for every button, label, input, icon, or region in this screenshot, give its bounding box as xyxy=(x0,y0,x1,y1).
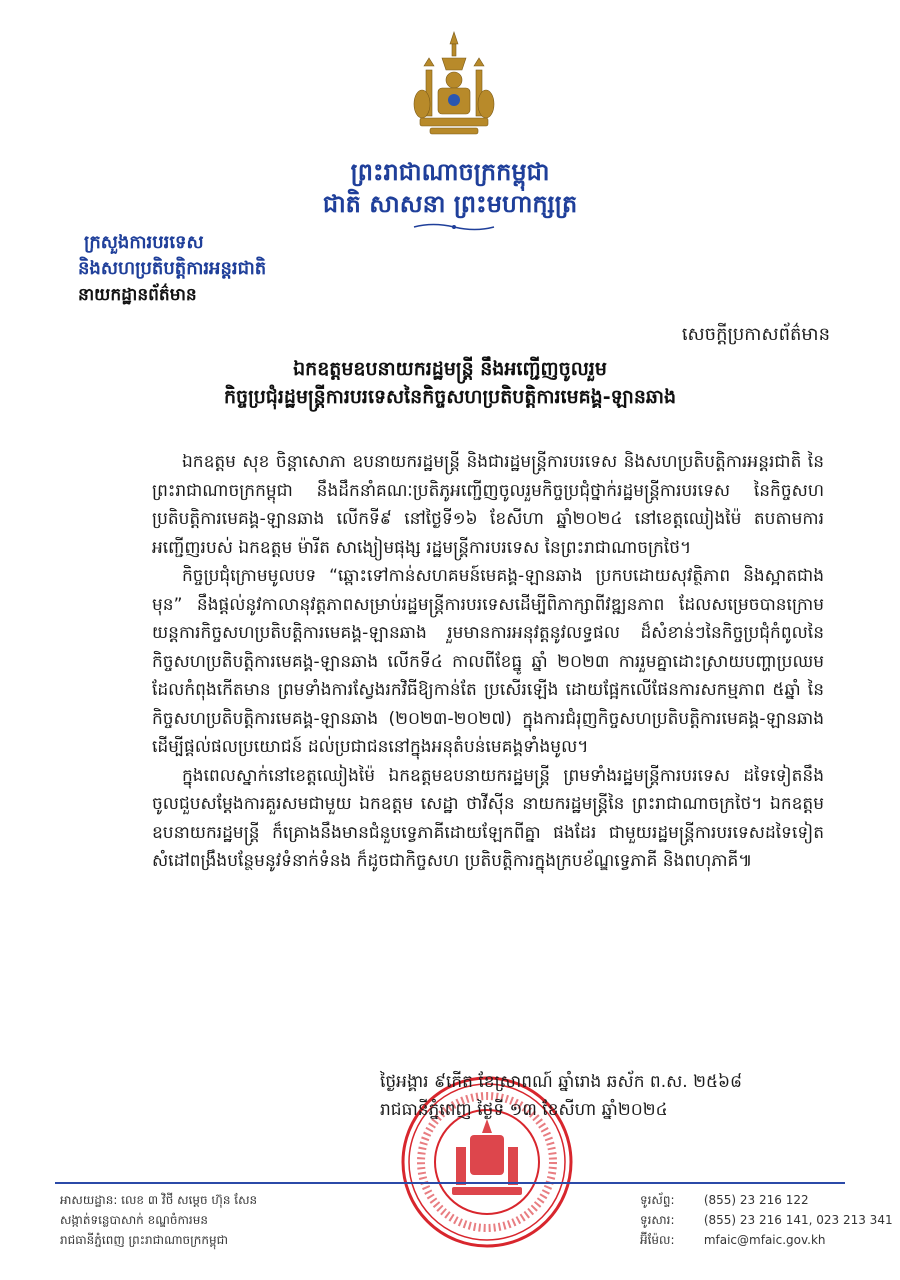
body-text xyxy=(152,448,824,876)
title-line2: កិច្ចប្រជុំរដ្ឋមន្ត្រីការបរទេសនៃកិច្ចសហប្រតិបត្តិការមេគង្គ-ឡានឆាង xyxy=(223,386,677,408)
paragraph-3: ក្នុងពេលស្នាក់នៅខេត្តឈៀងម៉ៃ ឯកឧត្តមឧបនាយករដ្ឋមន្ត្រី ព្រមទាំងរដ្ឋមន្ត្រីការបរទេស ដទៃទៀតនឹងចូលជួបសម្តែងការគួរសមជាមួយ ឯកឧត្តម សេដ្ឋា ថាវីស៊ីន នាយករដ្ឋមន្ត្រីនៃ ព្រះរាជាណាចក្រថៃ។ ឯកឧត្តមឧបនាយករដ្ឋមន្ត្រី ក៏គ្រោងនឹងមានជំនួបទ្វេភាគីដោយឡែកពីគ្នា ផងដែរ ជាមួយរដ្ឋមន្ត្រីការបរទេសដទៃទៀត សំដៅពង្រឹងបន្ថែមនូវទំនាក់ទំនង ក៏ដូចជាកិច្ចសហ ប្រតិបត្តិការក្នុងក្របខ័ណ្ឌទ្វេភាគី និងពហុភាគី៕ xyxy=(152,765,824,871)
phone-row xyxy=(640,1190,893,1210)
email-label: អ៊ីម៉ែល: xyxy=(640,1233,675,1247)
footer-contacts xyxy=(640,1190,893,1250)
ornament-divider-icon xyxy=(412,222,496,232)
address-line1: អាសយដ្ឋាន: លេខ ៣ វិថី សម្តេច ហ៊ុន សែន xyxy=(60,1193,258,1207)
footer-divider xyxy=(55,1182,845,1184)
ministry-name-line1: ក្រសួងការបរទេស xyxy=(84,232,204,253)
document-title xyxy=(0,355,900,411)
phone-value: (855) 23 216 122 xyxy=(703,1193,809,1207)
lunar-date: ថ្ងៃអង្គារ ៩កើត ខែស្រាពណ៍ ឆ្នាំរោង ឆស័ក ព.ស. ២៥៦៨ xyxy=(380,1072,743,1092)
footer-address xyxy=(60,1190,257,1250)
date-block xyxy=(380,1068,742,1124)
fax-row xyxy=(640,1210,893,1230)
press-release-label: សេចក្តីប្រកាសព័ត៌មាន xyxy=(681,324,830,345)
email-row xyxy=(640,1230,893,1250)
ministry-name-line2: និងសហប្រតិបត្តិការអន្តរជាតិ xyxy=(78,258,267,279)
kingdom-name: ព្រះរាជាណាចក្រកម្ពុជា xyxy=(350,158,550,186)
email-value[interactable]: mfaic@mfaic.gov.kh xyxy=(703,1233,826,1247)
title-line1: ឯកឧត្តមឧបនាយករដ្ឋមន្ត្រី នឹងអញ្ជើញចូលរួម xyxy=(293,358,607,380)
ministry-header xyxy=(78,230,266,308)
department-name: នាយកដ្ឋានព័ត៌មាន xyxy=(78,285,197,305)
royal-emblem-icon xyxy=(412,30,496,142)
address-line3: រាជធានីភ្នំពេញ ព្រះរាជាណាចក្រកម្ពុជា xyxy=(60,1233,228,1247)
national-motto: ជាតិ សាសនា ព្រះមហាក្សត្រ xyxy=(322,190,578,218)
fax-value: (855) 23 216 141, 023 213 341 xyxy=(703,1213,893,1227)
paragraph-2: កិច្ចប្រជុំក្រោមមូលបទ “ឆ្ពោះទៅកាន់សហគមន៍មេគង្គ-ឡានឆាង ប្រកបដោយសុវត្ថិភាព និងស្អាតជាងមុន” នឹងផ្តល់នូវកាលានុវត្តភាពសម្រាប់រដ្ឋមន្ត្រីការបរទេសដើម្បីពិភាក្សាពីវឌ្ឍនភាព ដែលសម្រេចបានក្រោមយន្តការកិច្ចសហប្រតិបត្តិការមេគង្គ-ឡានឆាង រួមមានការអនុវត្តនូវលទ្ធផល ដ៏សំខាន់ៗនៃកិច្ចប្រជុំកំពូលនៃកិច្ចសហប្រតិបត្តិការមេគង្គ-ឡានឆាង លើកទី៤ កាលពីខែធ្នូ ឆ្នាំ ២០២៣ ការរួមគ្នាដោះស្រាយបញ្ហាប្រឈមដែលកំពុងកើតមាន ព្រមទាំងការស្វែងរកវិធីឱ្យកាន់តែ ប្រសើរឡើង ដោយផ្អែកលើផែនការសកម្មភាព ៥ឆ្នាំ នៃកិច្ចសហប្រតិបត្តិការមេគង្គ-ឡានឆាង (២០២៣-២០២៧) ក្នុងការជំរុញកិច្ចសហប្រតិបត្តិការមេគង្គ-ឡានឆាង ដើម្បីផ្តល់ផលប្រយោជន៍ ដល់ប្រជាជននៅក្នុងអនុតំបន់មេគង្គទាំងមូល។ xyxy=(152,566,824,757)
phone-label: ទូរស័ព្ទ: xyxy=(640,1193,675,1207)
paragraph-1: ឯកឧត្តម សុខ ចិន្តាសោភា ឧបនាយករដ្ឋមន្ត្រី និងជារដ្ឋមន្ត្រីការបរទេស និងសហប្រតិបត្តិការអន្តរជាតិ នៃព្រះរាជាណាចក្រកម្ពុជា នឹងដឹកនាំគណៈប្រតិភូអញ្ជើញចូលរួមកិច្ចប្រជុំថ្នាក់រដ្ឋមន្ត្រីការបរទេស នៃកិច្ចសហប្រតិបត្តិការមេគង្គ-ឡានឆាង លើកទី៩ នៅថ្ងៃទី១៦ ខែសីហា ឆ្នាំ២០២៤ នៅខេត្តឈៀងម៉ៃ តបតាមការអញ្ជើញរបស់ ឯកឧត្តម ម៉ារីត សាង្យៀមផុង្ស រដ្ឋមន្ត្រីការបរទេស នៃព្រះរាជាណាចក្រថៃ។ xyxy=(152,452,824,558)
solar-date: រាជធានីភ្នំពេញ ថ្ងៃទី ១៣ ខែសីហា ឆ្នាំ២០២៤ xyxy=(380,1100,668,1120)
fax-label: ទូរសារ: xyxy=(640,1213,675,1227)
address-line2: សង្កាត់ទន្លេបាសាក់ ខណ្ឌចំការមន xyxy=(60,1213,208,1227)
